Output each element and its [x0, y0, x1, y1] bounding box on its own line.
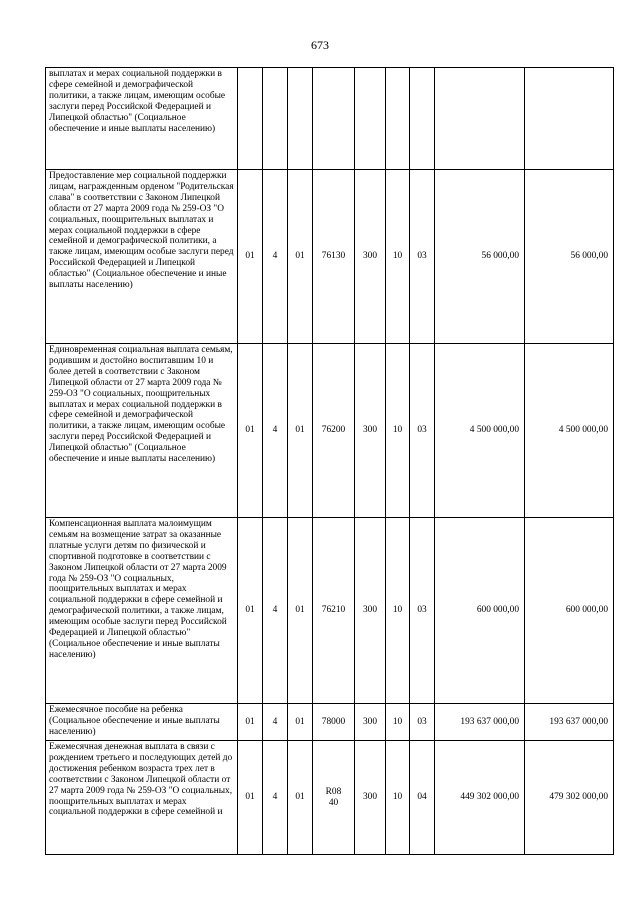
subsection-code: 03: [410, 704, 435, 741]
direction-code: 76200: [313, 344, 355, 518]
subprogram-code: 4: [263, 704, 288, 741]
row-name: Ежемесячное пособие на ребенка (Социальное обеспечение и иные выплаты населению): [46, 704, 238, 741]
amount-year-1: 449 302 000,00: [435, 741, 525, 855]
section-code: 10: [386, 741, 410, 855]
program-code: 01: [238, 344, 263, 518]
expense-type-code: 300: [355, 741, 386, 855]
section-code: 10: [386, 704, 410, 741]
amount-year-1: 600 000,00: [435, 518, 525, 704]
table-row: [46, 741, 614, 855]
row-name: выплатах и мерах социальной поддержки в сфере семейной и демографической политики, а также лицам, имеющим особые заслуги перед Российской Федерацией и Липецкой областью" (Социальное обеспечение и иные выплаты населению): [46, 68, 238, 170]
subsection-code: 04: [410, 741, 435, 855]
expense-type-code: [355, 68, 386, 170]
subprogram-code: 4: [263, 170, 288, 344]
section-code: 10: [386, 170, 410, 344]
table-row: [46, 68, 614, 170]
amount-year-2: 600 000,00: [525, 518, 614, 704]
event-code: 01: [288, 518, 313, 704]
program-code: 01: [238, 518, 263, 704]
row-name: Предоставление мер социальной поддержки лицам, награжденным орденом "Родительская слава" в соответствии с Законом Липецкой области от 27 марта 2009 года № 259-ОЗ "О социальных, поощрительных выплатах и мерах социальной поддержки в сфере семейной и демографической политики, а также лицам, имеющим особые заслуги перед Российской Федерацией и Липецкой областью" (Социальное обеспечение и иные выплаты населению): [46, 170, 238, 344]
subsection-code: 03: [410, 344, 435, 518]
direction-code: 78000: [313, 704, 355, 741]
amount-year-1: [435, 68, 525, 170]
amount-year-2: [525, 68, 614, 170]
expense-type-code: 300: [355, 344, 386, 518]
direction-code: 76130: [313, 170, 355, 344]
direction-code: [313, 741, 355, 855]
amount-year-2: 479 302 000,00: [525, 741, 614, 855]
table-row: [46, 704, 614, 741]
amount-year-1: 193 637 000,00: [435, 704, 525, 741]
table-row: [46, 518, 614, 704]
direction-code: [313, 68, 355, 170]
subprogram-code: 4: [263, 344, 288, 518]
event-code: 01: [288, 741, 313, 855]
amount-year-1: 56 000,00: [435, 170, 525, 344]
event-code: 01: [288, 170, 313, 344]
row-name: Компенсационная выплата малоимущим семьям на возмещение затрат за оказанные платные услуги детям по физической и спортивной подготовке в соответствии с Законом Липецкой области от 27 марта 2009 года № 259-ОЗ "О социальных, поощрительных выплатах и мерах социальной поддержки в сфере семейной и демографической политики, а также лицам, имеющим особые заслуги перед Российской Федерацией и Липецкой областью" (Социальное обеспечение и иные выплаты населению): [46, 518, 238, 704]
row-name: Единовременная социальная выплата семьям, родившим и достойно воспитавшим 10 и более детей в соответствии с Законом Липецкой области от 27 марта 2009 года № 259-ОЗ "О социальных, поощрительных выплатах и мерах социальной поддержки в сфере семейной и демографической политики, а также лицам, имеющим особые заслуги перед Российской Федерацией и Липецкой областью" (Социальное обеспечение и иные выплаты населению): [46, 344, 238, 518]
section-code: 10: [386, 344, 410, 518]
section-code: 10: [386, 518, 410, 704]
direction-code-text: R0840: [325, 786, 342, 808]
subsection-code: 03: [410, 170, 435, 344]
amount-year-1: 4 500 000,00: [435, 344, 525, 518]
direction-code: 76210: [313, 518, 355, 704]
amount-year-2: 4 500 000,00: [525, 344, 614, 518]
table-row: [46, 170, 614, 344]
expense-type-code: 300: [355, 704, 386, 741]
subsection-code: 03: [410, 518, 435, 704]
subprogram-code: 4: [263, 518, 288, 704]
program-code: 01: [238, 704, 263, 741]
expense-type-code: 300: [355, 518, 386, 704]
event-code: 01: [288, 344, 313, 518]
subprogram-code: [263, 68, 288, 170]
program-code: 01: [238, 170, 263, 344]
amount-year-2: 56 000,00: [525, 170, 614, 344]
program-code: 01: [238, 741, 263, 855]
program-code: [238, 68, 263, 170]
amount-year-2: 193 637 000,00: [525, 704, 614, 741]
expense-type-code: 300: [355, 170, 386, 344]
row-name: Ежемесячная денежная выплата в связи с рождением третьего и последующих детей до достижения ребенком возраста трех лет в соответствии с Законом Липецкой области от 27 марта 2009 года № 259-ОЗ "О социальных, поощрительных выплатах и мерах социальной поддержки в сфере семейной и: [46, 741, 238, 855]
budget-table: [45, 67, 614, 855]
event-code: [288, 68, 313, 170]
event-code: 01: [288, 704, 313, 741]
page-number: 673: [311, 38, 329, 52]
subsection-code: [410, 68, 435, 170]
table-row: [46, 344, 614, 518]
subprogram-code: 4: [263, 741, 288, 855]
section-code: [386, 68, 410, 170]
